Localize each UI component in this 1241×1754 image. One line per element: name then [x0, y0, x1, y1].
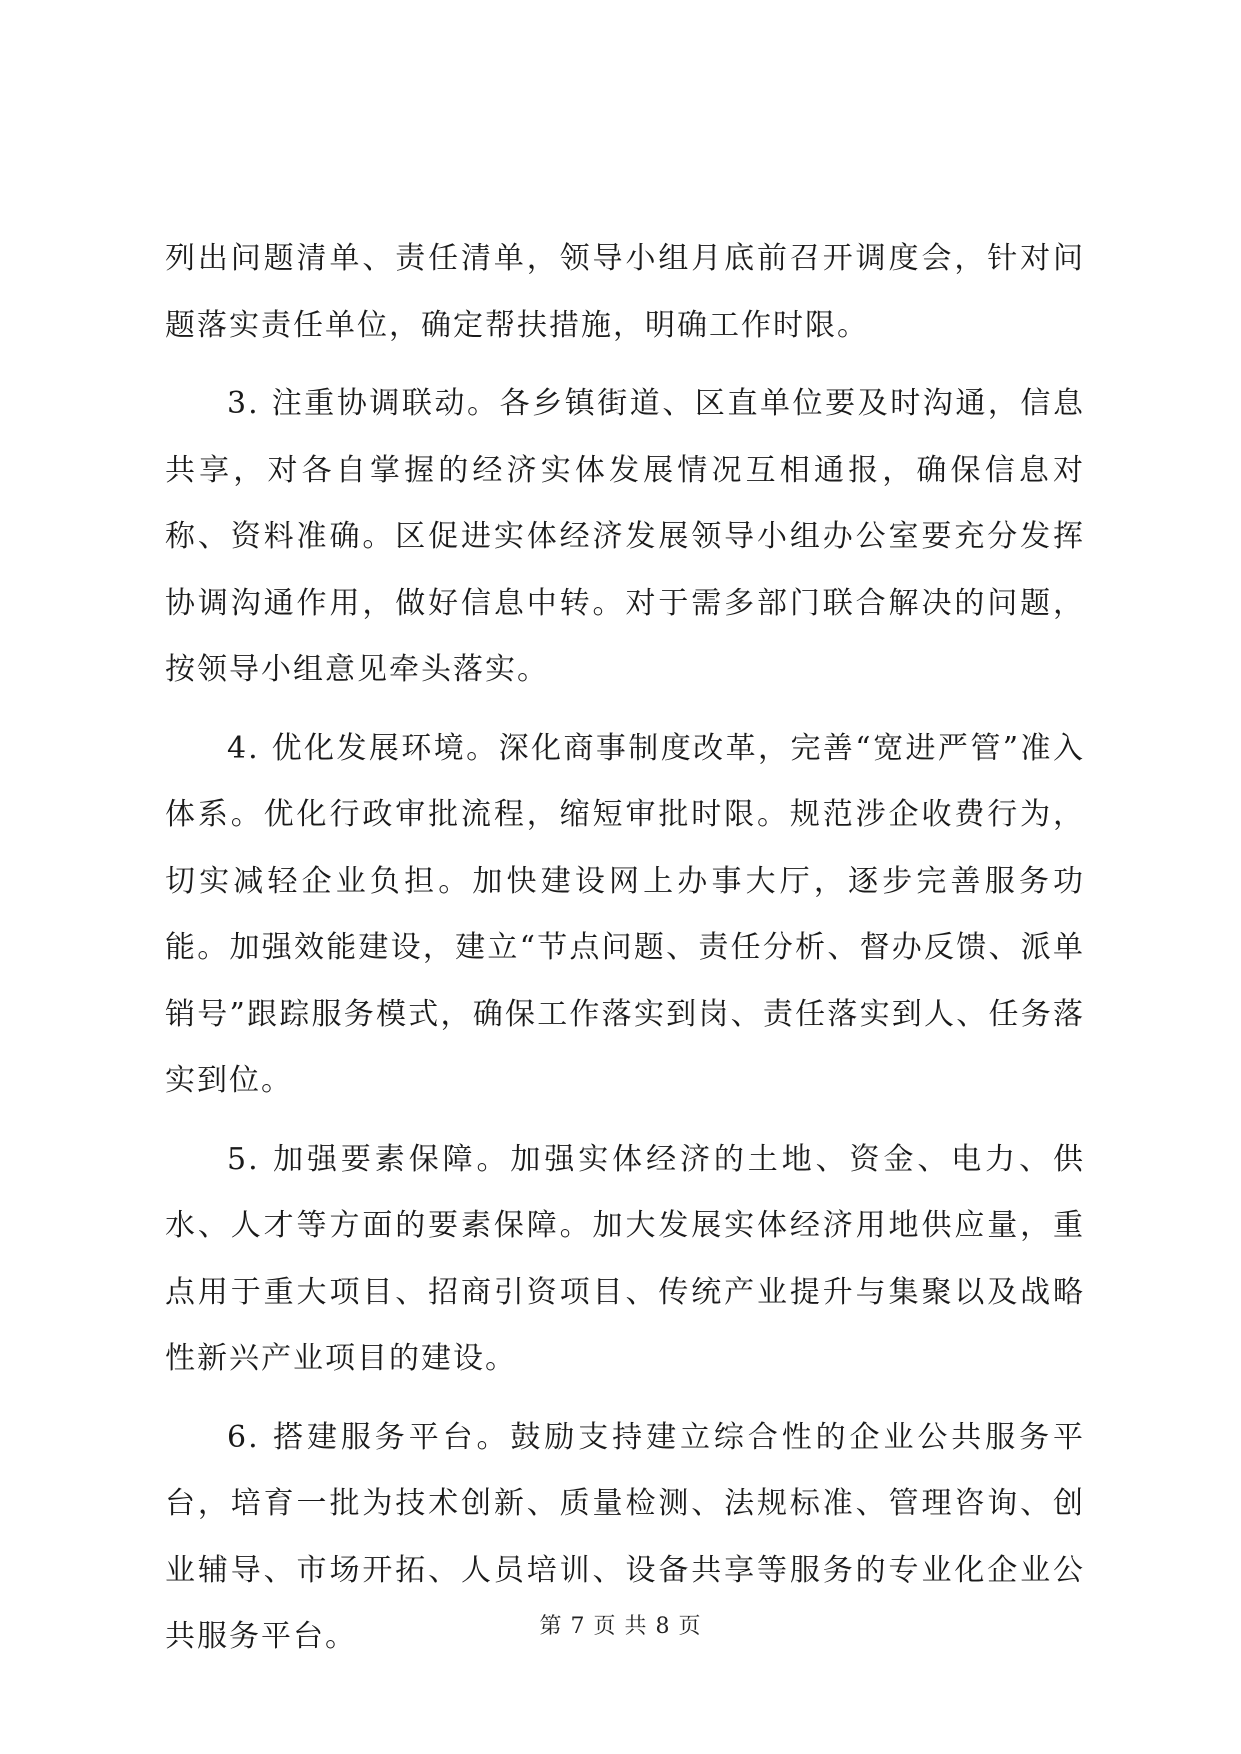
page-number-footer: 第 7 页 共 8 页 — [539, 1614, 702, 1639]
paragraph-item-3: 3. 注重协调联动。各乡镇街道、区直单位要及时沟通，信息共享，对各自掌握的经济实体发展情况互相通报，确保信息对称、资料准确。区促进实体经济发展领导小组办公室要充分发挥协调沟通作用，做好信息中转。对于需多部门联合解决的问题，按领导小组意见牵头落实。 — [165, 386, 1085, 687]
paragraph-item-5: 5. 加强要素保障。加强实体经济的土地、资金、电力、供水、人才等方面的要素保障。加大发展实体经济用地供应量，重点用于重大项目、招商引资项目、传统产业提升与集聚以及战略性新兴产业项目的建设。 — [165, 1141, 1085, 1376]
paragraph-continuation: 列出问题清单、责任清单，领导小组月底前召开调度会，针对问题落实责任单位，确定帮扶措施，明确工作时限。 — [165, 241, 1085, 343]
paragraph-item-4: 4. 优化发展环境。深化商事制度改革，完善“宽进严管”准入体系。优化行政审批流程，缩短审批时限。规范涉企收费行为，切实减轻企业负担。加快建设网上办事大厅，逐步完善服务功能。加强效能建设，建立“节点问题、责任分析、督办反馈、派单销号”跟踪服务模式，确保工作落实到岗、责任落实到人、任务落实到位。 — [165, 730, 1085, 1098]
document-body — [165, 226, 1085, 1683]
paragraph-item-6: 6. 搭建服务平台。鼓励支持建立综合性的企业公共服务平台，培育一批为技术创新、质量检测、法规标准、管理咨询、创业辅导、市场开拓、人员培训、设备共享等服务的专业化企业公共服务平台。 — [165, 1419, 1085, 1654]
